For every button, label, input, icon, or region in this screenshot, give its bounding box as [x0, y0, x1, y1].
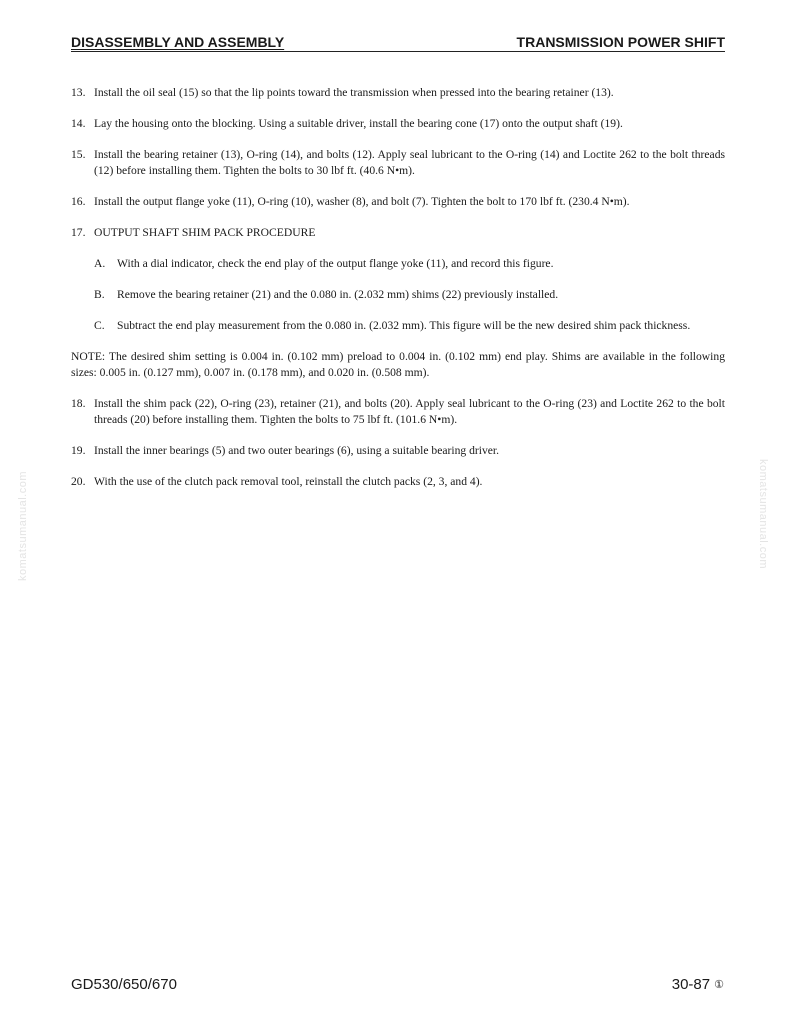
substep-letter: C. — [94, 319, 105, 332]
step-number: 13. — [71, 86, 86, 99]
step-text: Install the shim pack (22), O-ring (23), retainer (21), and bolts (20). Apply seal lubricant to the O-ring (23) and Loctite 262 to the bolt threads (20) before installing them. Tighten the bolts to 75 lbf ft. (101.6 N•m). — [94, 397, 725, 426]
step-number: 15. — [71, 148, 86, 161]
step-20 — [71, 474, 725, 490]
step-13 — [71, 85, 725, 101]
substep-text: Remove the bearing retainer (21) and the 0.080 in. (2.032 mm) shims (22) previously installed. — [117, 288, 559, 301]
substep-letter: B. — [94, 288, 105, 301]
section-title: DISASSEMBLY AND ASSEMBLY — [71, 34, 285, 50]
step-number: 20. — [71, 475, 86, 488]
step-17 — [71, 225, 725, 241]
page-header — [71, 33, 725, 52]
substep-a — [94, 256, 725, 272]
substep-b — [94, 287, 725, 303]
substep-letter: A. — [94, 257, 106, 270]
step-number: 19. — [71, 444, 86, 457]
step-text: Lay the housing onto the blocking. Using a suitable driver, install the bearing cone (17) onto the output shaft (19). — [94, 117, 623, 130]
chapter-title: TRANSMISSION POWER SHIFT — [516, 34, 725, 50]
revision-mark: ① — [714, 979, 724, 991]
substep-c — [94, 318, 725, 334]
step-text: Install the output flange yoke (11), O-ring (10), washer (8), and bolt (7). Tighten the bolt to 170 lbf ft. (230.4 N•m). — [94, 195, 630, 208]
substep-text: Subtract the end play measurement from the 0.080 in. (2.032 mm). This figure will be the new desired shim pack thickness. — [117, 319, 691, 332]
step-16 — [71, 194, 725, 210]
step-text: With the use of the clutch pack removal tool, reinstall the clutch packs (2, 3, and 4). — [94, 475, 483, 488]
step-text: Install the bearing retainer (13), O-ring (14), and bolts (12). Apply seal lubricant to the O-ring (14) and Loctite 262 to the bolt threads (12) before installing them. Tighten the bolts to 30 lbf ft. (40.6 N•m). — [94, 148, 725, 177]
procedure-body — [71, 85, 725, 505]
step-number: 16. — [71, 195, 86, 208]
page-number-block — [672, 976, 724, 994]
watermark-right: komatsumanual.com — [757, 459, 769, 569]
shim-note: NOTE: The desired shim setting is 0.004 in. (0.102 mm) preload to 0.004 in. (0.102 mm) end play. Shims are available in the following sizes: 0.005 in. (0.127 mm), 0.007 in. (0.178 mm), and 0.020 in. (0.508 mm). — [71, 350, 725, 379]
step-number: 18. — [71, 397, 86, 410]
step-text: Install the oil seal (15) so that the lip points toward the transmission when pressed into the bearing retainer (13). — [94, 86, 614, 99]
step-number: 14. — [71, 117, 86, 130]
step-14 — [71, 116, 725, 132]
step-15 — [71, 147, 725, 179]
step-number: 17. — [71, 226, 86, 239]
step-18 — [71, 396, 725, 428]
step-text: OUTPUT SHAFT SHIM PACK PROCEDURE — [94, 226, 316, 239]
step-text: Install the inner bearings (5) and two outer bearings (6), using a suitable bearing driver. — [94, 444, 500, 457]
watermark-left: komatsumanual.com — [17, 471, 29, 581]
substep-text: With a dial indicator, check the end play of the output flange yoke (11), and record this figure. — [117, 257, 554, 270]
page-number: 30-87 — [671, 976, 711, 993]
model-number: GD530/650/670 — [71, 976, 177, 993]
step-19 — [71, 443, 725, 459]
